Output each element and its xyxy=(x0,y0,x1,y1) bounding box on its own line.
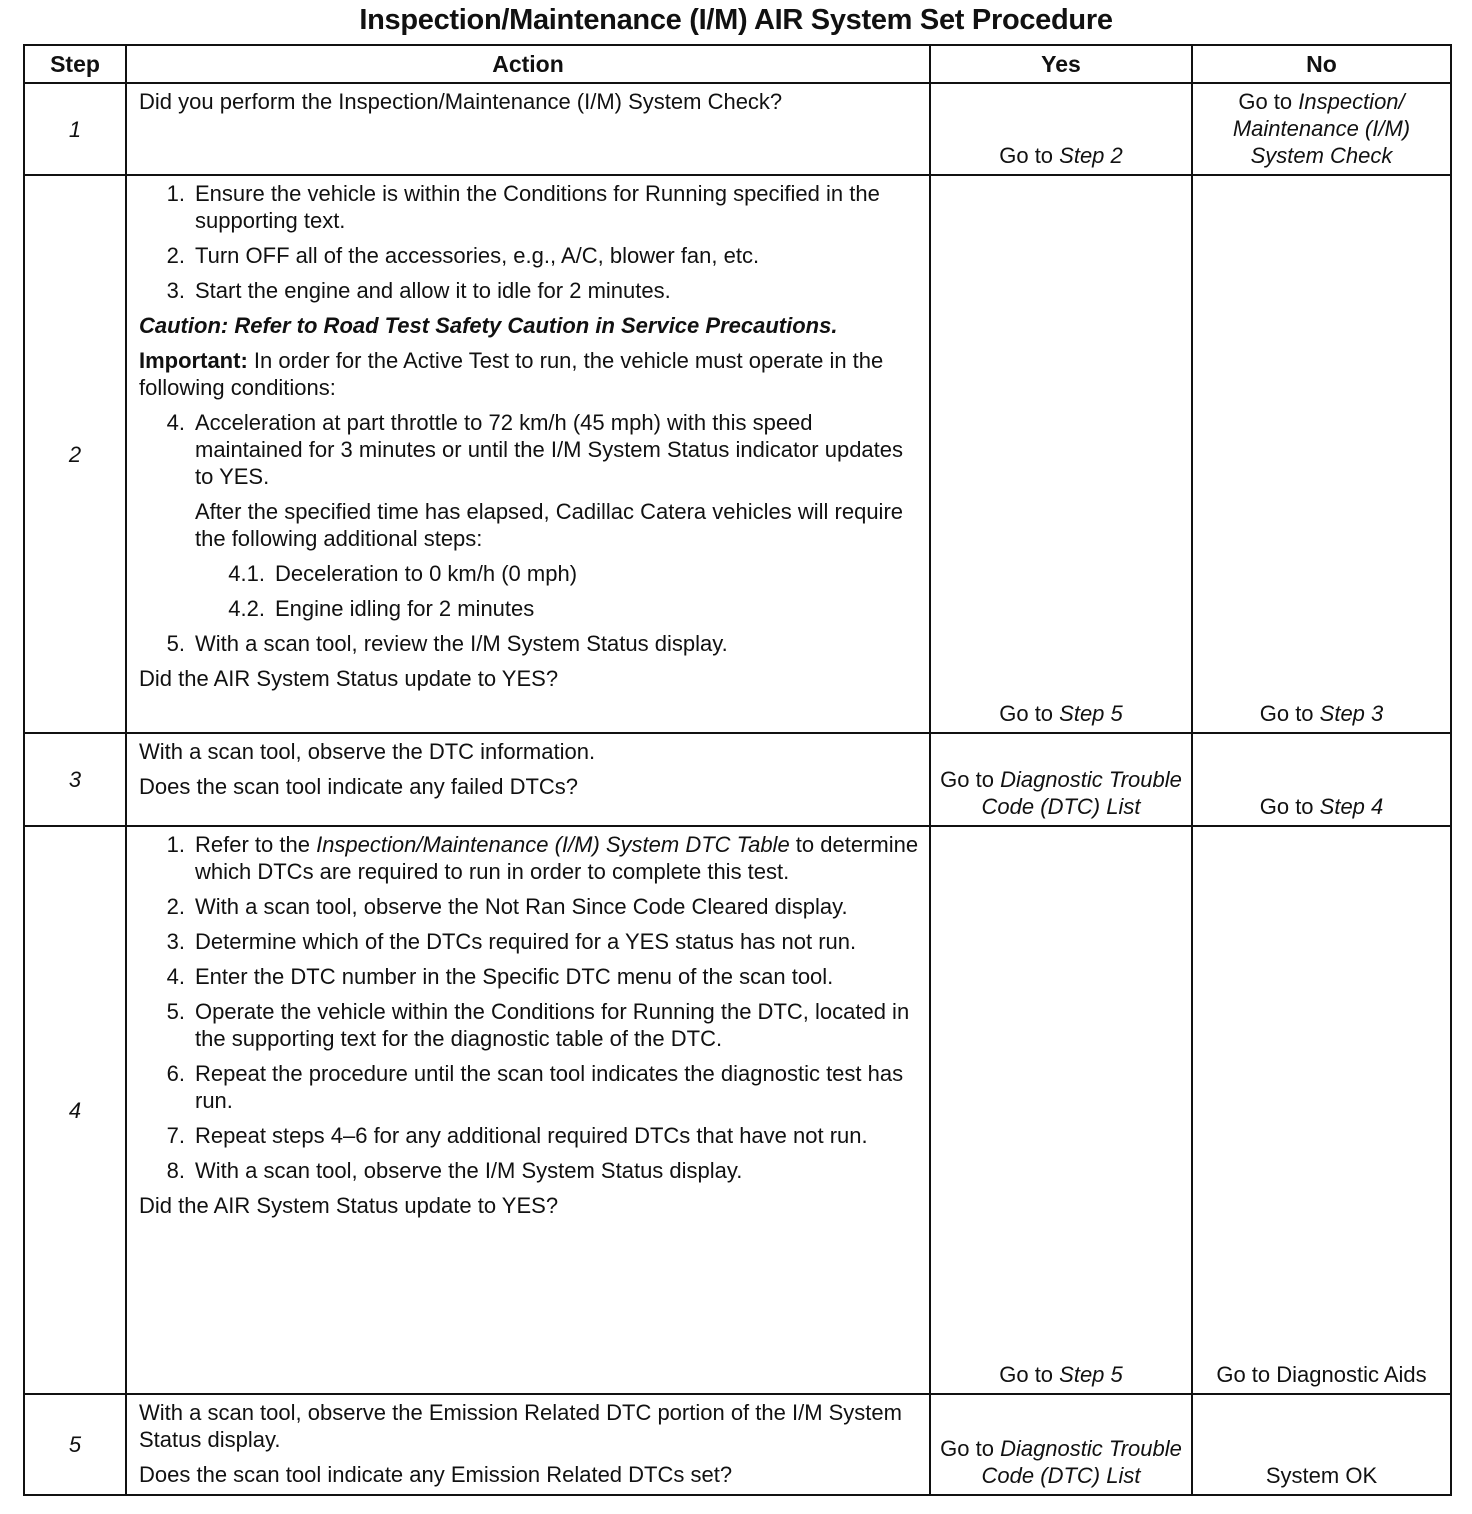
no-cell xyxy=(1192,733,1451,826)
item-number: 4. xyxy=(166,410,185,435)
step-number: 1 xyxy=(24,83,126,175)
table-row-step-4 xyxy=(24,826,1451,1394)
action-list-item xyxy=(139,180,921,234)
caution-note: Caution: Refer to Road Test Safety Caution in Service Precautions. xyxy=(139,313,838,338)
no-prefix: Go to xyxy=(1259,701,1320,726)
yes-cell xyxy=(930,83,1192,175)
action-list-item xyxy=(139,242,921,269)
table-row-step-1 xyxy=(24,83,1451,175)
no-link[interactable]: Step 4 xyxy=(1319,794,1384,819)
item-text: Acceleration at part throttle to 72 km/h (45 mph) with this speed maintained for 3 minutes or until the I/M System Status indicator updates to YES. xyxy=(195,410,904,489)
item-text: Ensure the vehicle is within the Conditions for Running specified in the supporting text. xyxy=(195,181,880,233)
action-sub-item xyxy=(139,595,921,622)
no-result: System OK xyxy=(1265,1463,1378,1488)
step-number: 3 xyxy=(24,733,126,826)
action-cell xyxy=(126,83,930,175)
item-number: 7. xyxy=(166,1123,185,1148)
item-text: Enter the DTC number in the Specific DTC menu of the scan tool. xyxy=(195,964,834,989)
yes-cell xyxy=(930,1394,1192,1495)
action-list-item xyxy=(139,831,921,885)
yes-cell xyxy=(930,733,1192,826)
header-step: Step xyxy=(24,45,126,83)
header-yes: Yes xyxy=(930,45,1192,83)
item-number: 4.2. xyxy=(228,596,265,621)
item-number: 8. xyxy=(166,1158,185,1183)
item-text: With a scan tool, observe the Not Ran Since Code Cleared display. xyxy=(195,894,848,919)
step-number: 4 xyxy=(24,826,126,1394)
yes-cell xyxy=(930,175,1192,733)
action-cell xyxy=(126,826,930,1394)
yes-prefix: Go to xyxy=(999,143,1060,168)
no-link[interactable]: Step 3 xyxy=(1319,701,1384,726)
yes-prefix: Go to xyxy=(940,767,1001,792)
action-list-item xyxy=(139,1122,921,1149)
action-question: Did the AIR System Status update to YES? xyxy=(139,1193,559,1218)
step-number: 5 xyxy=(24,1394,126,1495)
table-row-step-5 xyxy=(24,1394,1451,1495)
action-text: With a scan tool, observe the DTC information. xyxy=(139,739,596,764)
item-number: 1. xyxy=(166,181,185,206)
table-row-step-2 xyxy=(24,175,1451,733)
important-note xyxy=(139,347,921,401)
action-list-item xyxy=(139,1157,921,1184)
important-label: Important: xyxy=(139,348,248,373)
item-number: 5. xyxy=(166,999,185,1024)
action-question: Did the AIR System Status update to YES? xyxy=(139,666,559,691)
item-text: Deceleration to 0 km/h (0 mph) xyxy=(275,561,578,586)
action-question: Does the scan tool indicate any Emission Related DTCs set? xyxy=(139,1462,733,1487)
item-text-post: to determine which DTCs are required to run in order to complete this test. xyxy=(195,832,919,884)
item-text: Repeat steps 4–6 for any additional required DTCs that have not run. xyxy=(195,1123,868,1148)
item-number: 2. xyxy=(166,243,185,268)
yes-prefix: Go to xyxy=(999,1362,1060,1387)
yes-link[interactable]: Step 5 xyxy=(1059,1362,1123,1387)
yes-link[interactable]: Diagnostic Trouble Code (DTC) List xyxy=(981,1436,1182,1488)
procedure-table xyxy=(23,44,1452,1496)
action-list-item xyxy=(139,893,921,920)
item-number: 2. xyxy=(166,894,185,919)
item-text: Turn OFF all of the accessories, e.g., A/C, blower fan, etc. xyxy=(195,243,760,268)
item-text xyxy=(195,831,921,885)
table-row-step-3 xyxy=(24,733,1451,826)
item-text: Repeat the procedure until the scan tool indicates the diagnostic test has run. xyxy=(195,1061,904,1113)
yes-cell xyxy=(930,826,1192,1394)
action-list-item xyxy=(139,630,921,657)
step-number: 2 xyxy=(24,175,126,733)
action-list-item xyxy=(139,963,921,990)
item-number: 6. xyxy=(166,1061,185,1086)
header-no: No xyxy=(1192,45,1451,83)
action-sub-item xyxy=(139,560,921,587)
action-list-item xyxy=(139,1060,921,1114)
yes-link[interactable]: Diagnostic Trouble Code (DTC) List xyxy=(981,767,1182,819)
important-text: In order for the Active Test to run, the vehicle must operate in the following conditions: xyxy=(139,348,884,400)
item-number: 5. xyxy=(166,631,185,656)
item-number: 1. xyxy=(166,832,185,857)
item-text: With a scan tool, review the I/M System Status display. xyxy=(195,631,728,656)
item-text: Start the engine and allow it to idle for 2 minutes. xyxy=(195,278,671,303)
item-text: With a scan tool, observe the I/M System Status display. xyxy=(195,1158,743,1183)
item-number: 4. xyxy=(166,964,185,989)
no-cell xyxy=(1192,826,1451,1394)
yes-prefix: Go to xyxy=(940,1436,1001,1461)
action-list-item xyxy=(139,409,921,490)
yes-link[interactable]: Step 2 xyxy=(1059,143,1123,168)
after-note: After the specified time has elapsed, Cadillac Catera vehicles will require the following additional steps: xyxy=(195,499,904,551)
no-prefix: Go to xyxy=(1259,794,1320,819)
no-link[interactable]: Inspection/ Maintenance (I/M) System Check xyxy=(1232,89,1411,168)
no-cell xyxy=(1192,175,1451,733)
item-text: Determine which of the DTCs required for a YES status has not run. xyxy=(195,929,857,954)
action-text: With a scan tool, observe the Emission Related DTC portion of the I/M System Status display. xyxy=(139,1400,902,1452)
action-list-item xyxy=(139,928,921,955)
action-cell xyxy=(126,1394,930,1495)
action-question: Does the scan tool indicate any failed DTCs? xyxy=(139,774,579,799)
no-cell xyxy=(1192,83,1451,175)
action-list-item xyxy=(139,998,921,1052)
action-question: Did you perform the Inspection/Maintenance (I/M) System Check? xyxy=(139,89,783,114)
action-cell xyxy=(126,175,930,733)
item-number: 4.1. xyxy=(228,561,265,586)
yes-link[interactable]: Step 5 xyxy=(1059,701,1123,726)
yes-prefix: Go to xyxy=(999,701,1060,726)
no-cell xyxy=(1192,1394,1451,1495)
action-cell xyxy=(126,733,930,826)
header-action: Action xyxy=(126,45,930,83)
item-number: 3. xyxy=(166,278,185,303)
item-text: Operate the vehicle within the Conditions for Running the DTC, located in the supporting text for the diagnostic table of the DTC. xyxy=(195,999,910,1051)
page-title: Inspection/Maintenance (I/M) AIR System Set Procedure xyxy=(359,4,1113,36)
item-number: 3. xyxy=(166,929,185,954)
item-text: Engine idling for 2 minutes xyxy=(275,596,535,621)
header-row xyxy=(24,45,1451,83)
no-link[interactable]: Go to Diagnostic Aids xyxy=(1216,1362,1427,1387)
item-text-pre: Refer to the xyxy=(195,832,317,857)
action-list-item xyxy=(139,277,921,304)
dtc-table-reference[interactable]: Inspection/Maintenance (I/M) System DTC Table xyxy=(316,832,790,857)
no-prefix: Go to xyxy=(1238,89,1299,114)
